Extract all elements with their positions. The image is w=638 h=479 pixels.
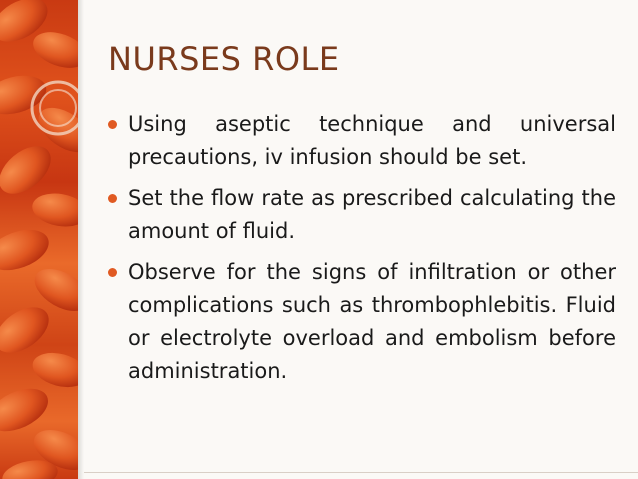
strip-shadow bbox=[78, 0, 84, 479]
bullet-item bbox=[108, 256, 616, 388]
bullet-text: Using aseptic technique and universal precautions, iv infusion should be set. bbox=[128, 112, 616, 169]
orange-dot-bullet-icon bbox=[108, 194, 117, 203]
bullet-text: Set the flow rate as prescribed calculating the amount of fluid. bbox=[128, 186, 616, 243]
bullet-text: Observe for the signs of infiltration or other complications such as thrombophlebitis. Fluid or electrolyte overload and embolism before administration. bbox=[128, 260, 616, 383]
bottom-divider bbox=[84, 472, 638, 473]
bullet-item bbox=[108, 108, 616, 174]
orange-dot-bullet-icon bbox=[108, 268, 117, 277]
bullet-list bbox=[108, 108, 616, 396]
petal-pattern-icon bbox=[0, 0, 78, 479]
orange-dot-bullet-icon bbox=[108, 120, 117, 129]
bullet-item bbox=[108, 182, 616, 248]
flower-petals-image bbox=[0, 0, 78, 479]
slide-title: NURSES ROLE bbox=[108, 40, 340, 78]
